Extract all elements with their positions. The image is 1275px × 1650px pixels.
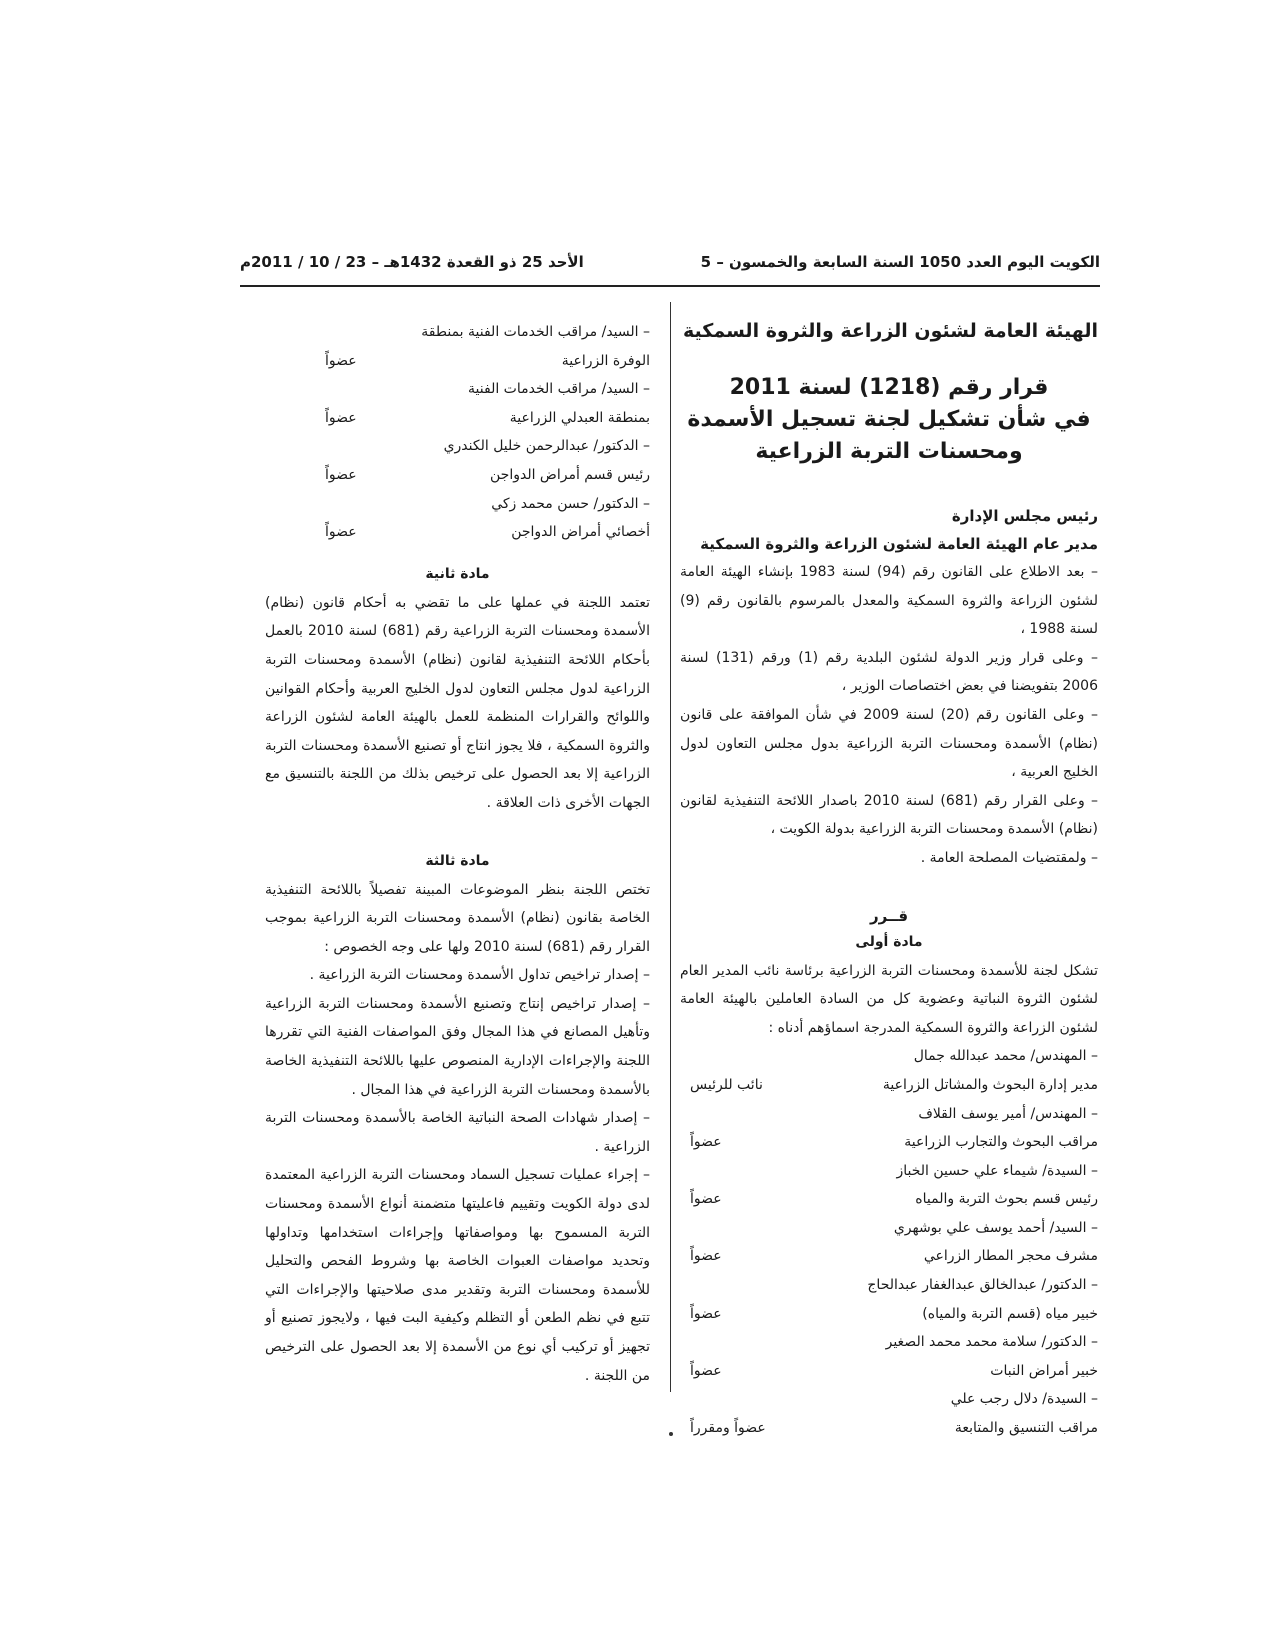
article-3-intro: تختص اللجنة بنظر الموضوعات المبينة تفصيلاً باللائحة التنفيذية الخاصة بقانون (نظام) الأسمدة ومحسنات التربة الزراعية بموجب القرار رقم (681) لسنة 2010 ولها على وجه الخصوص : [265,881,650,955]
decree-word: قــرر [869,906,909,925]
member-role: مشرف محجر المطار الزراعي [923,1248,1098,1265]
member-role: مدير إدارة البحوث والمشاتل الزراعية [882,1076,1098,1093]
member-entry [680,1271,1098,1328]
article-3-item: – إجراء عمليات تسجيل السماد ومحسنات التربة الزراعية المعتمدة لدى دولة الكويت وتقييم فاعليتها متضمنة أنواع الأسمدة ومحسنات التربة المسموح بها ومواصفاتها وإجراءات استخدامها وتداولها وتحديد مواصفات العبوات الخاصة بها وشروط الفحص والتحليل للأسمدة ومحسنات التربة وتقدير مدى صلاحيتها والإجراءات التي تتبع في نظم الطعن أو التظلم وكيفية البت فيها ، ولايجوز تصنيع أو تجهيز أو تركيب أي نوع من الأسمدة إلا بعد الحصول على الترخيص من اللجنة . [265,1161,650,1390]
member-entry [680,1042,1098,1099]
decision-title-line: قرار رقم (1218) لسنة 2011 [729,375,1049,400]
member-role: مراقب البحوث والتجارب الزراعية [904,1134,1098,1151]
member-role: خبير مياه (قسم التربة والمياه) [922,1305,1098,1322]
member-name: – المهندس/ أمير يوسف القلاف [680,1100,1098,1129]
left-column [265,318,650,1390]
header-gazette-issue: الكويت اليوم العدد 1050 السنة السابعة والخمسون – 5 [700,253,1100,271]
member-entry [265,318,650,375]
column-divider [670,302,671,1392]
article-1-title: مادة أولى [855,933,923,950]
article-3-item: – إصدار شهادات الصحة النباتية الخاصة بالأسمدة ومحسنات التربة الزراعية . [265,1104,650,1161]
member-name: – الدكتور/ حسن محمد زكي [265,490,650,519]
scan-speck [669,1432,673,1436]
member-name: – الدكتور/ سلامة محمد محمد الصغير [680,1328,1098,1357]
member-name: – السيد/ مراقب الخدمات الفنية [265,375,650,404]
preamble-paragraph: – وعلى القانون رقم (20) لسنة 2009 في شأن الموافقة على قانون (نظام) الأسمدة ومحسنات التربة الزراعية بدول مجلس التعاون لدول الخليج العربية ، [680,701,1098,787]
article-3-title: مادة ثالثة [425,852,490,869]
member-post: عضواً [325,409,357,426]
member-name: – السيد/ مراقب الخدمات الفنية بمنطقة [265,318,650,347]
page-header [240,253,1100,279]
member-name: – الدكتور/ عبدالخالق عبدالغفار عبدالحاج [680,1271,1098,1300]
member-post: عضواً [690,1305,722,1322]
article-3-item: – إصدار تراخيص إنتاج وتصنيع الأسمدة ومحسنات التربة الزراعية وتأهيل المصانع في هذا المجال وفق المواصفات الفنية التي تقررها اللجنة والإجراءات الإدارية المنصوص عليها باللائحة التنفيذية الخاصة بالأسمدة ومحسنات التربة الزراعية في هذا المجال . [265,990,650,1104]
member-post: عضواً ومقرراً [690,1420,766,1437]
article-2-text: تعتمد اللجنة في عملها على ما تقضي به أحكام قانون (نظام) الأسمدة ومحسنات التربة الزراعية رقم (681) لسنة 2010 بالعمل بأحكام اللائحة التنفيذية لقانون (نظام) الأسمدة ومحسنات التربة الزراعية لدول مجلس التعاون لدول الخليج العربية وأحكام القوانين واللوائح والقرارات المنظمة للعمل بالهيئة العامة لشئون الزراعة والثروة السمكية ، فلا يجوز انتاج أو تصنيع الأسمدة ومحسنات التربة الزراعية إلا بعد الحصول على ترخيص بذلك من اللجنة بالتنسيق مع الجهات الأخرى ذات العلاقة . [265,594,650,811]
member-post: عضواً [690,1191,722,1208]
header-date: الأحد 25 ذو القعدة 1432هـ – 23 / 10 / 2011م [240,253,584,271]
right-column [680,318,1098,1443]
article-2-title: مادة ثانية [425,565,490,582]
member-entry [680,1385,1098,1442]
decision-title-line: في شأن تشكيل لجنة تسجيل الأسمدة [687,407,1091,432]
member-entry [680,1157,1098,1214]
member-entry [680,1214,1098,1271]
member-role: خبير أمراض النبات [990,1362,1098,1379]
member-name: – السيدة/ دلال رجب علي [680,1385,1098,1414]
member-post: نائب للرئيس [690,1076,763,1093]
member-name: – المهندس/ محمد عبدالله جمال [680,1042,1098,1071]
member-role: الوفرة الزراعية [561,352,650,369]
member-name: – السيدة/ شيماء علي حسين الخباز [680,1157,1098,1186]
member-name: – الدكتور/ عبدالرحمن خليل الكندري [265,432,650,461]
preamble-paragraph: – وعلى القرار رقم (681) لسنة 2010 باصدار اللائحة التنفيذية لقانون (نظام) الأسمدة ومحسنات التربة الزراعية بدولة الكويت ، [680,787,1098,844]
member-role: أخصائي أمراض الدواجن [511,524,650,541]
member-post: عضواً [690,1248,722,1265]
member-role: رئيس قسم أمراض الدواجن [490,466,650,483]
member-post: عضواً [690,1362,722,1379]
preamble-paragraph: – بعد الاطلاع على القانون رقم (94) لسنة 1983 بإنشاء الهيئة العامة لشئون الزراعة والثروة السمكية والمعدل بالمرسوم بالقانون رقم (9) لسنة 1988 ، [680,558,1098,644]
member-role: بمنطقة العبدلي الزراعية [509,409,650,426]
article-3-item: – إصدار تراخيص تداول الأسمدة ومحسنات التربة الزراعية . [265,961,650,990]
authority-heading: الهيئة العامة لشئون الزراعة والثروة السمكية [683,320,1098,342]
member-entry [265,490,650,547]
director-title: مدير عام الهيئة العامة لشئون الزراعة والثروة السمكية [700,535,1098,553]
member-post: عضواً [325,352,357,369]
preamble-paragraph: – ولمقتضيات المصلحة العامة . [680,844,1098,873]
member-entry [265,375,650,432]
article-1-text: تشكل لجنة للأسمدة ومحسنات التربة الزراعية برئاسة نائب المدير العام لشئون الثروة النباتية وعضوية كل من السادة العاملين بالهيئة العامة لشئون الزراعة والثروة السمكية المدرجة اسماؤهم أدناه : [680,962,1098,1036]
member-role: رئيس قسم بحوث التربة والمياه [915,1191,1098,1208]
decision-title [680,372,1098,468]
member-post: عضواً [325,466,357,483]
member-entry [680,1100,1098,1157]
president-title: رئيس مجلس الإدارة [951,507,1098,525]
member-name: – السيد/ أحمد يوسف علي بوشهري [680,1214,1098,1243]
member-role: مراقب التنسيق والمتابعة [954,1420,1098,1437]
member-post: عضواً [325,524,357,541]
header-rule [240,285,1100,287]
member-entry [680,1328,1098,1385]
decision-title-line: ومحسنات التربة الزراعية [755,439,1023,464]
member-entry [265,432,650,489]
member-post: عضواً [690,1134,722,1151]
preamble-paragraph: – وعلى قرار وزير الدولة لشئون البلدية رقم (1) ورقم (131) لسنة 2006 بتفويضنا في بعض اختصاصات الوزير ، [680,644,1098,701]
